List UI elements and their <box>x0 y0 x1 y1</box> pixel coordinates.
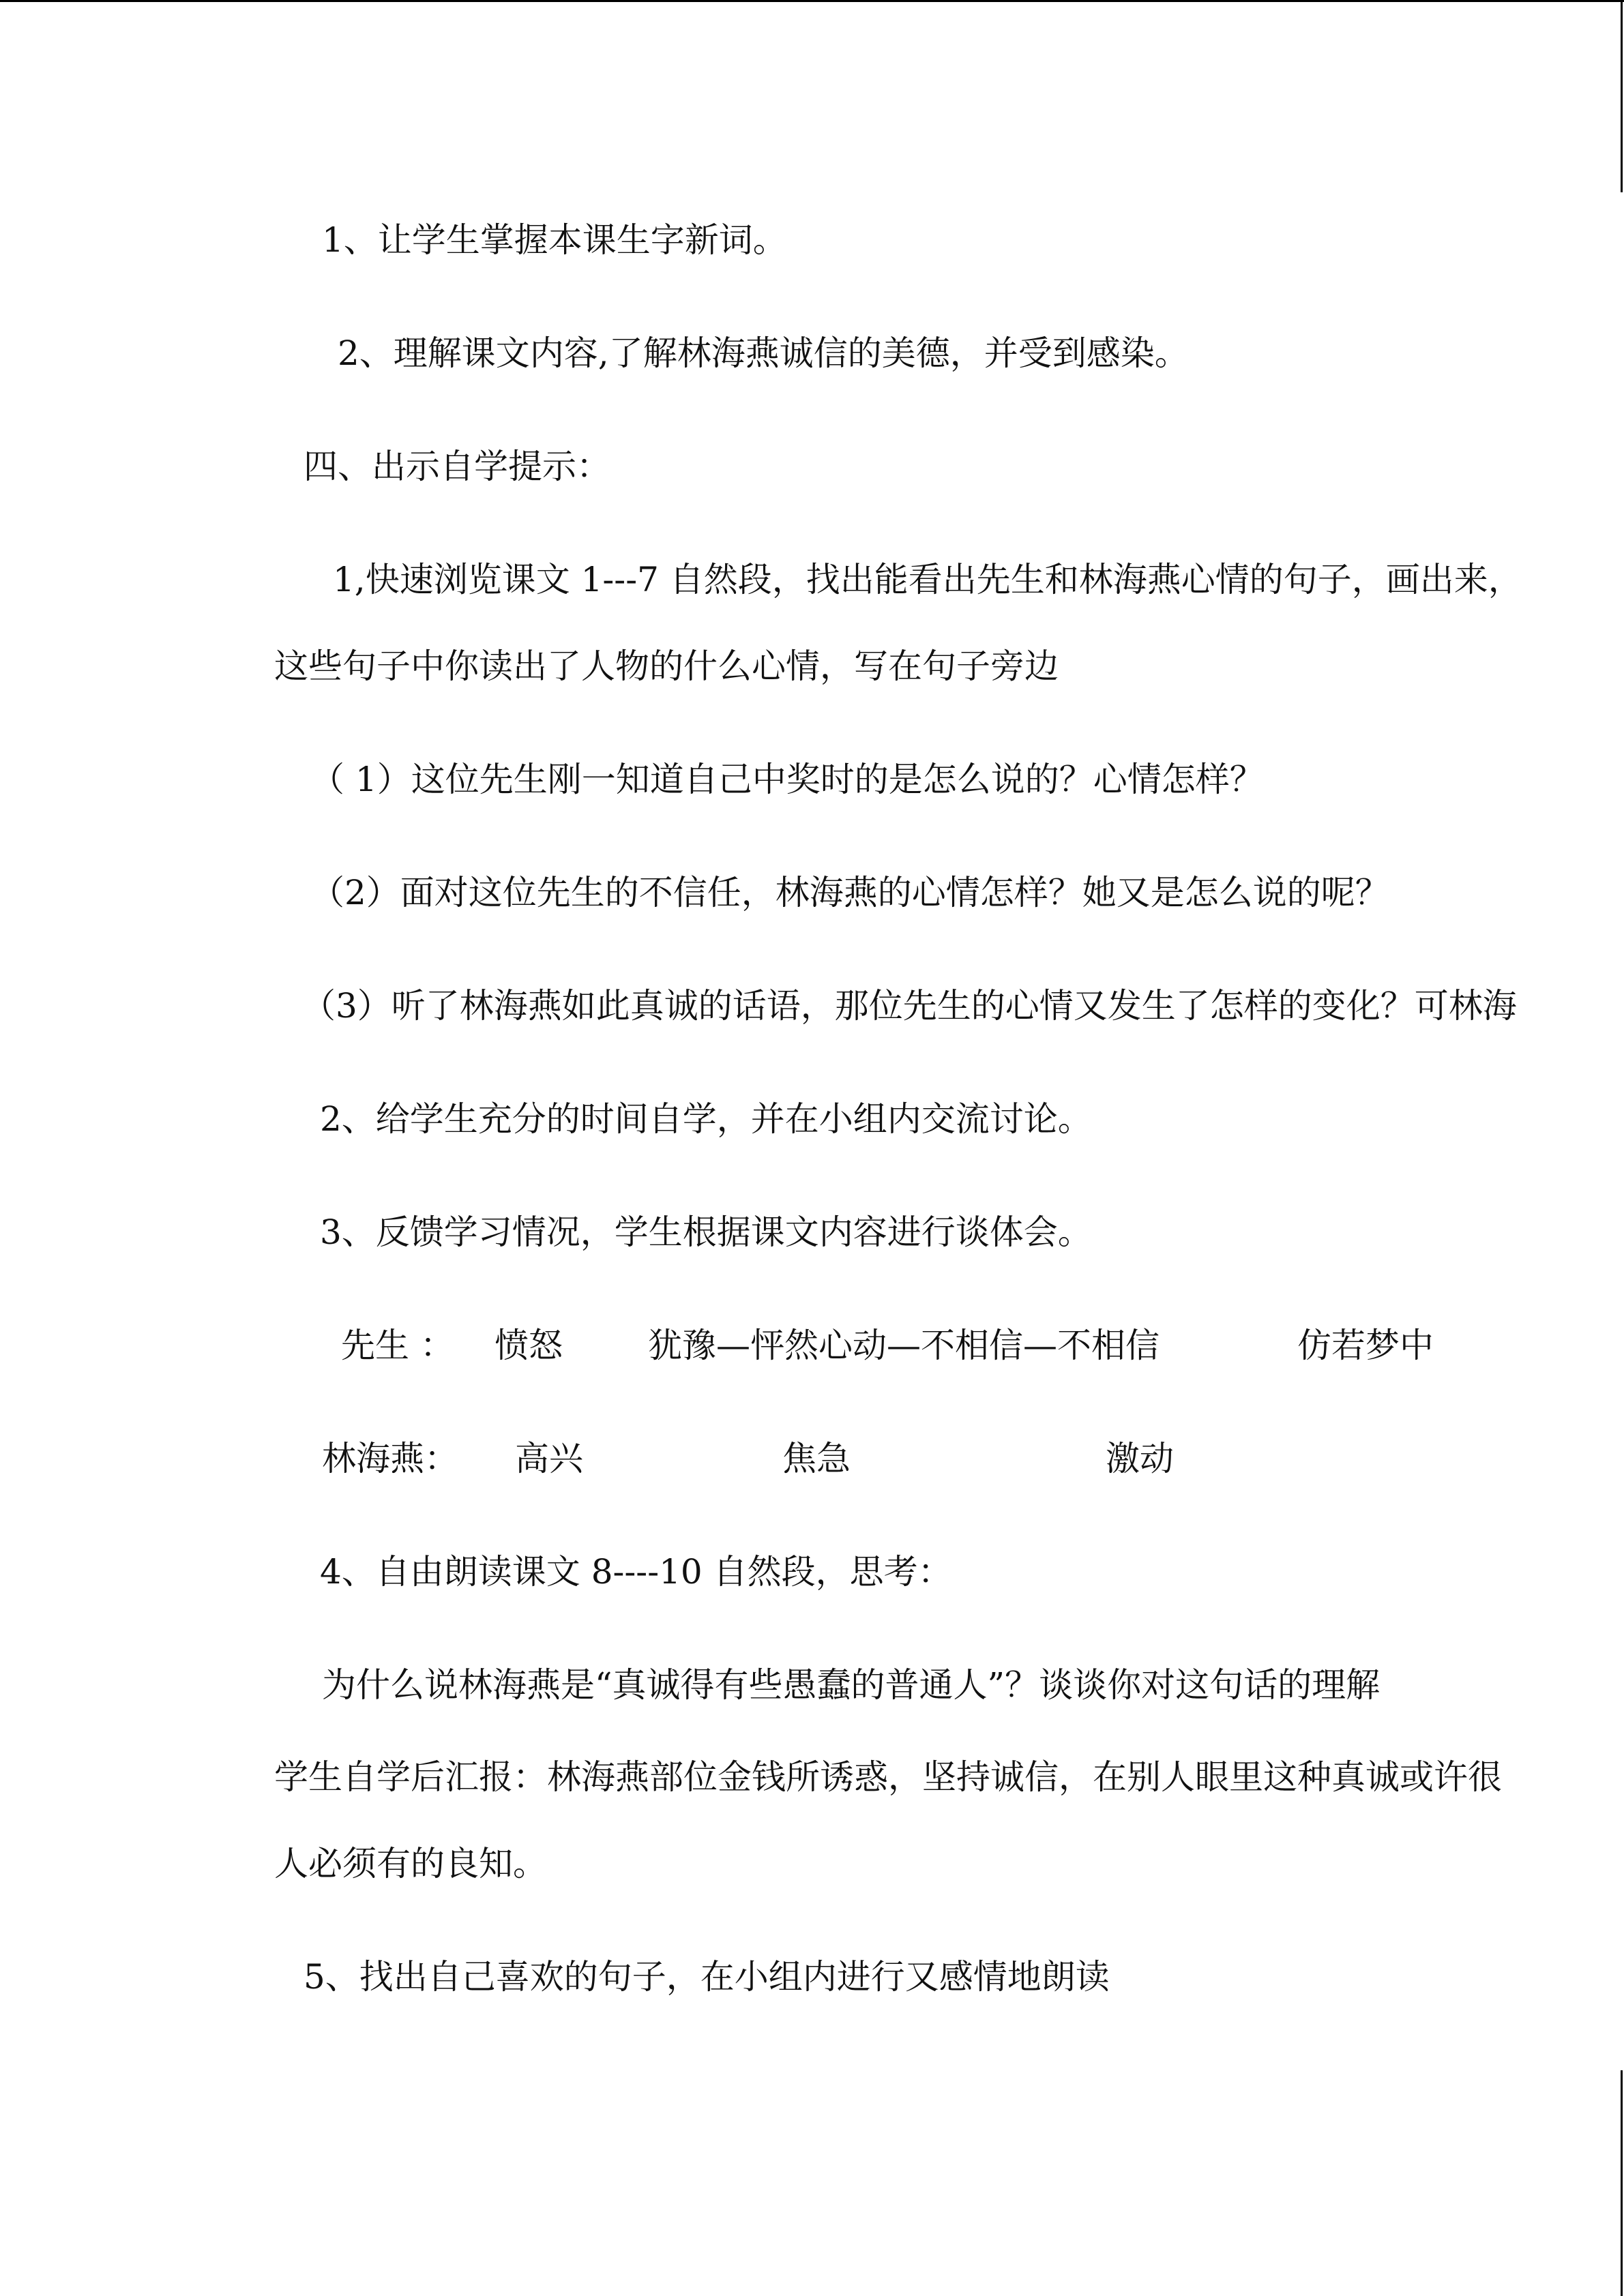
objective-line-1: 1、让学生掌握本课生字新词。 <box>322 220 787 260</box>
page-edge-mark-bottom <box>1621 2070 1623 2296</box>
feeling-row-teacher <box>341 1325 1501 1366</box>
student-report-line-1: 学生自学后汇报：林海燕部位金钱所诱惑，坚持诚信，在别人眼里这种真诚或许很 <box>274 1757 1502 1797</box>
study-step-3: 3、反馈学习情况，学生根据课文内容进行谈体会。 <box>320 1212 1092 1252</box>
feeling-linhaiyan-item-1: 高兴 <box>515 1439 583 1478</box>
feeling-linhaiyan-item-2: 焦急 <box>782 1439 851 1478</box>
question-line-1: （ 1）这位先生刚一知道自己中奖时的是怎么说的？心情怎样？ <box>310 760 1264 799</box>
study-step-5: 5、找出自己喜欢的句子，在小组内进行又感情地朗读 <box>304 1957 1110 1997</box>
student-report-line-2: 人必须有的良知。 <box>274 1844 547 1883</box>
feeling-row-linhaiyan-label: 林海燕： <box>322 1439 458 1478</box>
discussion-question: 为什么说林海燕是“真诚得有些愚蠢的普通人”？谈谈你对这句话的理解 <box>322 1665 1381 1705</box>
feeling-teacher-item-1: 愤怒 <box>494 1326 563 1365</box>
page-top-border <box>0 0 1624 2</box>
feeling-row-linhaiyan <box>322 1438 1481 1479</box>
feeling-teacher-item-3: 仿若梦中 <box>1297 1326 1434 1365</box>
question-line-3: （3）听了林海燕如此真诚的话语，那位先生的心情又发生了怎样的变化？可林海 <box>301 986 1517 1026</box>
section-heading-self-study: 四、出示自学提示： <box>304 447 610 486</box>
prompt-line-1: 1,快速浏览课文 1---7 自然段，找出能看出先生和林海燕心情的句子，画出来， <box>333 560 1522 599</box>
feeling-row-teacher-label: 先生 ： <box>341 1326 454 1365</box>
study-step-4: 4、自由朗读课文 8----10 自然段，思考： <box>320 1552 952 1592</box>
objective-line-2: 2、理解课文内容,了解林海燕诚信的美德，并受到感染。 <box>338 333 1189 373</box>
page-edge-mark-top <box>1621 0 1623 192</box>
feeling-teacher-item-2: 犹豫—怦然心动—不相信—不相信 <box>648 1326 1160 1365</box>
feeling-linhaiyan-item-3: 激动 <box>1106 1439 1174 1478</box>
study-step-2: 2、给学生充分的时间自学，并在小组内交流讨论。 <box>320 1099 1092 1139</box>
prompt-line-1-continued: 这些句子中你读出了人物的什么心情，写在句子旁边 <box>274 646 1059 686</box>
question-line-2: （2）面对这位先生的不信任，林海燕的心情怎样？她又是怎么说的呢？ <box>310 873 1389 912</box>
